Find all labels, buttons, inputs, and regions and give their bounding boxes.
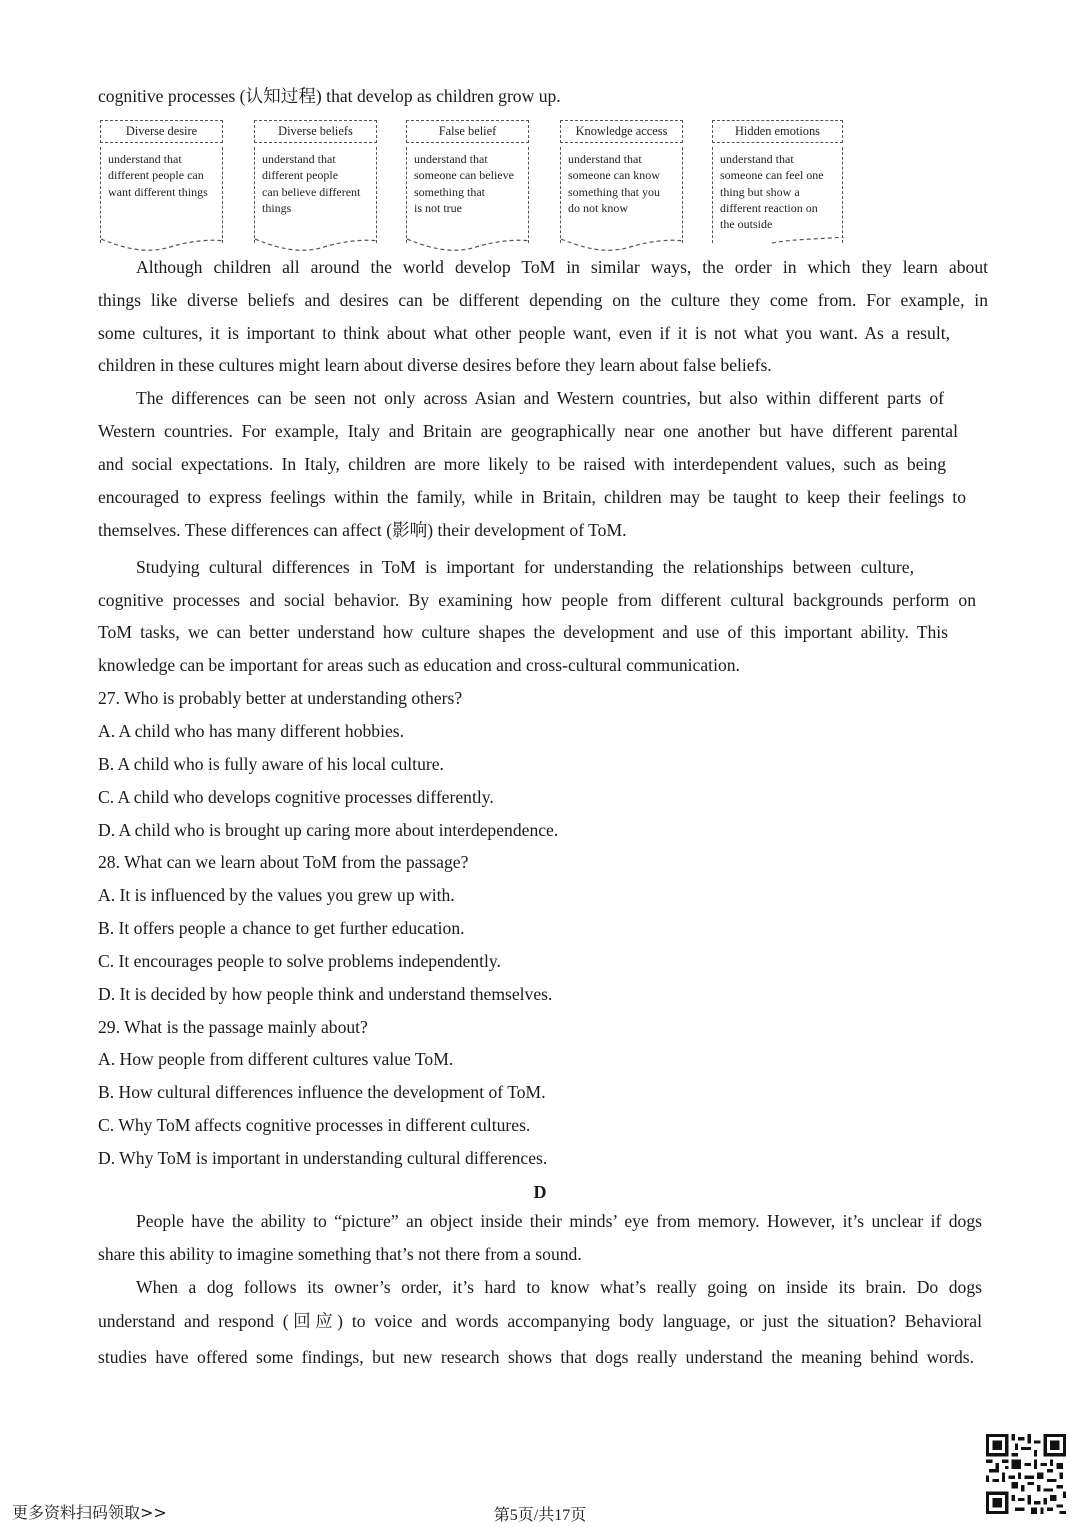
diagram-text: can believe different	[262, 184, 361, 199]
diagram-box-body	[254, 147, 377, 243]
diagram-box-false-belief	[406, 120, 529, 243]
page-number: 第5页/共17页	[493, 1507, 587, 1524]
diagram-text: something that	[414, 184, 485, 199]
option-b: B. A child who is fully aware of his local culture.	[98, 754, 444, 774]
diagram-box-title: False belief	[406, 120, 529, 143]
diagram-box-title: Diverse desire	[100, 120, 223, 143]
option-b: B. It offers people a chance to get further education.	[98, 918, 465, 938]
diagram-box-diverse-desire	[100, 120, 223, 243]
text-line: Western countries. For example, Italy and Britain are geographically near one another but have different parental	[98, 421, 958, 441]
text-line: ToM tasks, we can better understand how culture shapes the development and use of this important ability. This	[98, 622, 948, 642]
diagram-box-hidden-emotions	[712, 120, 843, 243]
wavy-border	[406, 237, 532, 255]
diagram-text: want different things	[108, 184, 208, 199]
question-stem: 27. Who is probably better at understanding others?	[98, 688, 463, 708]
diagram-box-body	[560, 147, 683, 243]
text-line: Studying cultural differences in ToM is important for understanding the relationships between culture,	[136, 557, 914, 577]
diagram-text: thing but show a	[720, 184, 800, 199]
option-d: D. A child who is brought up caring more about interdependence.	[98, 820, 559, 840]
text-line: children in these cultures might learn about diverse desires before they learn about false beliefs.	[98, 355, 772, 375]
text-line: themselves. These differences can affect (影响) their development of ToM.	[98, 520, 627, 540]
diagram-text: different reaction on	[720, 200, 818, 215]
text-line: Although children all around the world develop ToM in similar ways, the order in which they learn about	[136, 257, 988, 277]
text-line: knowledge can be important for areas such as education and cross-cultural communication.	[98, 655, 740, 675]
diagram-text: understand that	[262, 152, 336, 166]
diagram-text: the outside	[720, 217, 773, 232]
diagram-box-title: Knowledge access	[560, 120, 683, 143]
wavy-border	[100, 237, 226, 255]
diagram-box-body	[100, 147, 223, 243]
text-line: studies have offered some findings, but new research shows that dogs really understand the meaning behind words.	[98, 1347, 974, 1367]
diagram-text: do not know	[568, 200, 628, 215]
more-resources-link[interactable]: 更多资料扫码领取>>	[12, 1503, 167, 1522]
option-c: C. It encourages people to solve problems independently.	[98, 951, 501, 971]
text-line: share this ability to imagine something that’s not there from a sound.	[98, 1244, 582, 1264]
text-line: The differences can be seen not only across Asian and Western countries, but also within different parts of	[136, 388, 944, 408]
diagram-text: someone can feel one	[720, 168, 824, 183]
diagram-text: someone can know	[568, 168, 660, 183]
diagram-box-diverse-beliefs	[254, 120, 377, 243]
text-line: and social expectations. In Italy, children are more likely to be raised with interdependent values, such as being	[98, 454, 946, 474]
intro-line: cognitive processes (认知过程) that develop as children grow up.	[98, 86, 561, 106]
text-line: encouraged to express feelings within the family, while in Britain, children may be taught to keep their feelings to	[98, 487, 966, 507]
question-stem: 28. What can we learn about ToM from the passage?	[98, 852, 469, 872]
section-heading: D	[533, 1182, 547, 1202]
diagram-text: different people	[262, 168, 339, 183]
text-line: some cultures, it is important to think about what other people want, even if it is not what you want. As a result,	[98, 323, 950, 343]
text-line: understand and respond (回应) to voice and words accompanying body language, or just the situation? Behavioral	[98, 1311, 982, 1331]
option-a: A. How people from different cultures value ToM.	[98, 1049, 454, 1069]
text-line: People have the ability to “picture” an object inside their minds’ eye from memory. However, it’s unclear if dogs	[136, 1211, 982, 1231]
text-line: cognitive processes and social behavior. By examining how people from different cultural backgrounds perform on	[98, 590, 976, 610]
qr-code-icon[interactable]	[986, 1434, 1066, 1514]
diagram-box-title: Hidden emotions	[712, 120, 843, 143]
question-stem: 29. What is the passage mainly about?	[98, 1017, 368, 1037]
wavy-border	[712, 237, 846, 255]
diagram-box-body	[406, 147, 529, 243]
diagram-text: understand that	[720, 152, 794, 166]
wavy-border	[560, 237, 686, 255]
diagram-text: something that you	[568, 184, 660, 199]
text-line: things like diverse beliefs and desires can be different depending on the culture they come from. For example, in	[98, 290, 988, 310]
diagram-text: different people can	[108, 168, 204, 183]
diagram-box-title: Diverse beliefs	[254, 120, 377, 143]
wavy-border	[254, 237, 380, 255]
option-a: A. It is influenced by the values you grew up with.	[98, 885, 455, 905]
option-b: B. How cultural differences influence the development of ToM.	[98, 1082, 546, 1102]
option-a: A. A child who has many different hobbies.	[98, 721, 405, 741]
diagram-box-knowledge-access	[560, 120, 683, 243]
diagram-text: is not true	[414, 200, 462, 215]
diagram-text: things	[262, 200, 292, 215]
text-line: When a dog follows its owner’s order, it’s hard to know what’s really going on inside its brain. Do dogs	[136, 1277, 982, 1297]
diagram-box-body	[712, 147, 843, 243]
diagram-text: understand that	[568, 152, 642, 166]
option-c: C. A child who develops cognitive processes differently.	[98, 787, 494, 807]
option-d: D. It is decided by how people think and understand themselves.	[98, 984, 553, 1004]
option-d: D. Why ToM is important in understanding cultural differences.	[98, 1148, 548, 1168]
diagram-text: understand that	[108, 152, 182, 166]
diagram-text: someone can believe	[414, 168, 514, 183]
option-c: C. Why ToM affects cognitive processes in different cultures.	[98, 1115, 531, 1135]
diagram-text: understand that	[414, 152, 488, 166]
